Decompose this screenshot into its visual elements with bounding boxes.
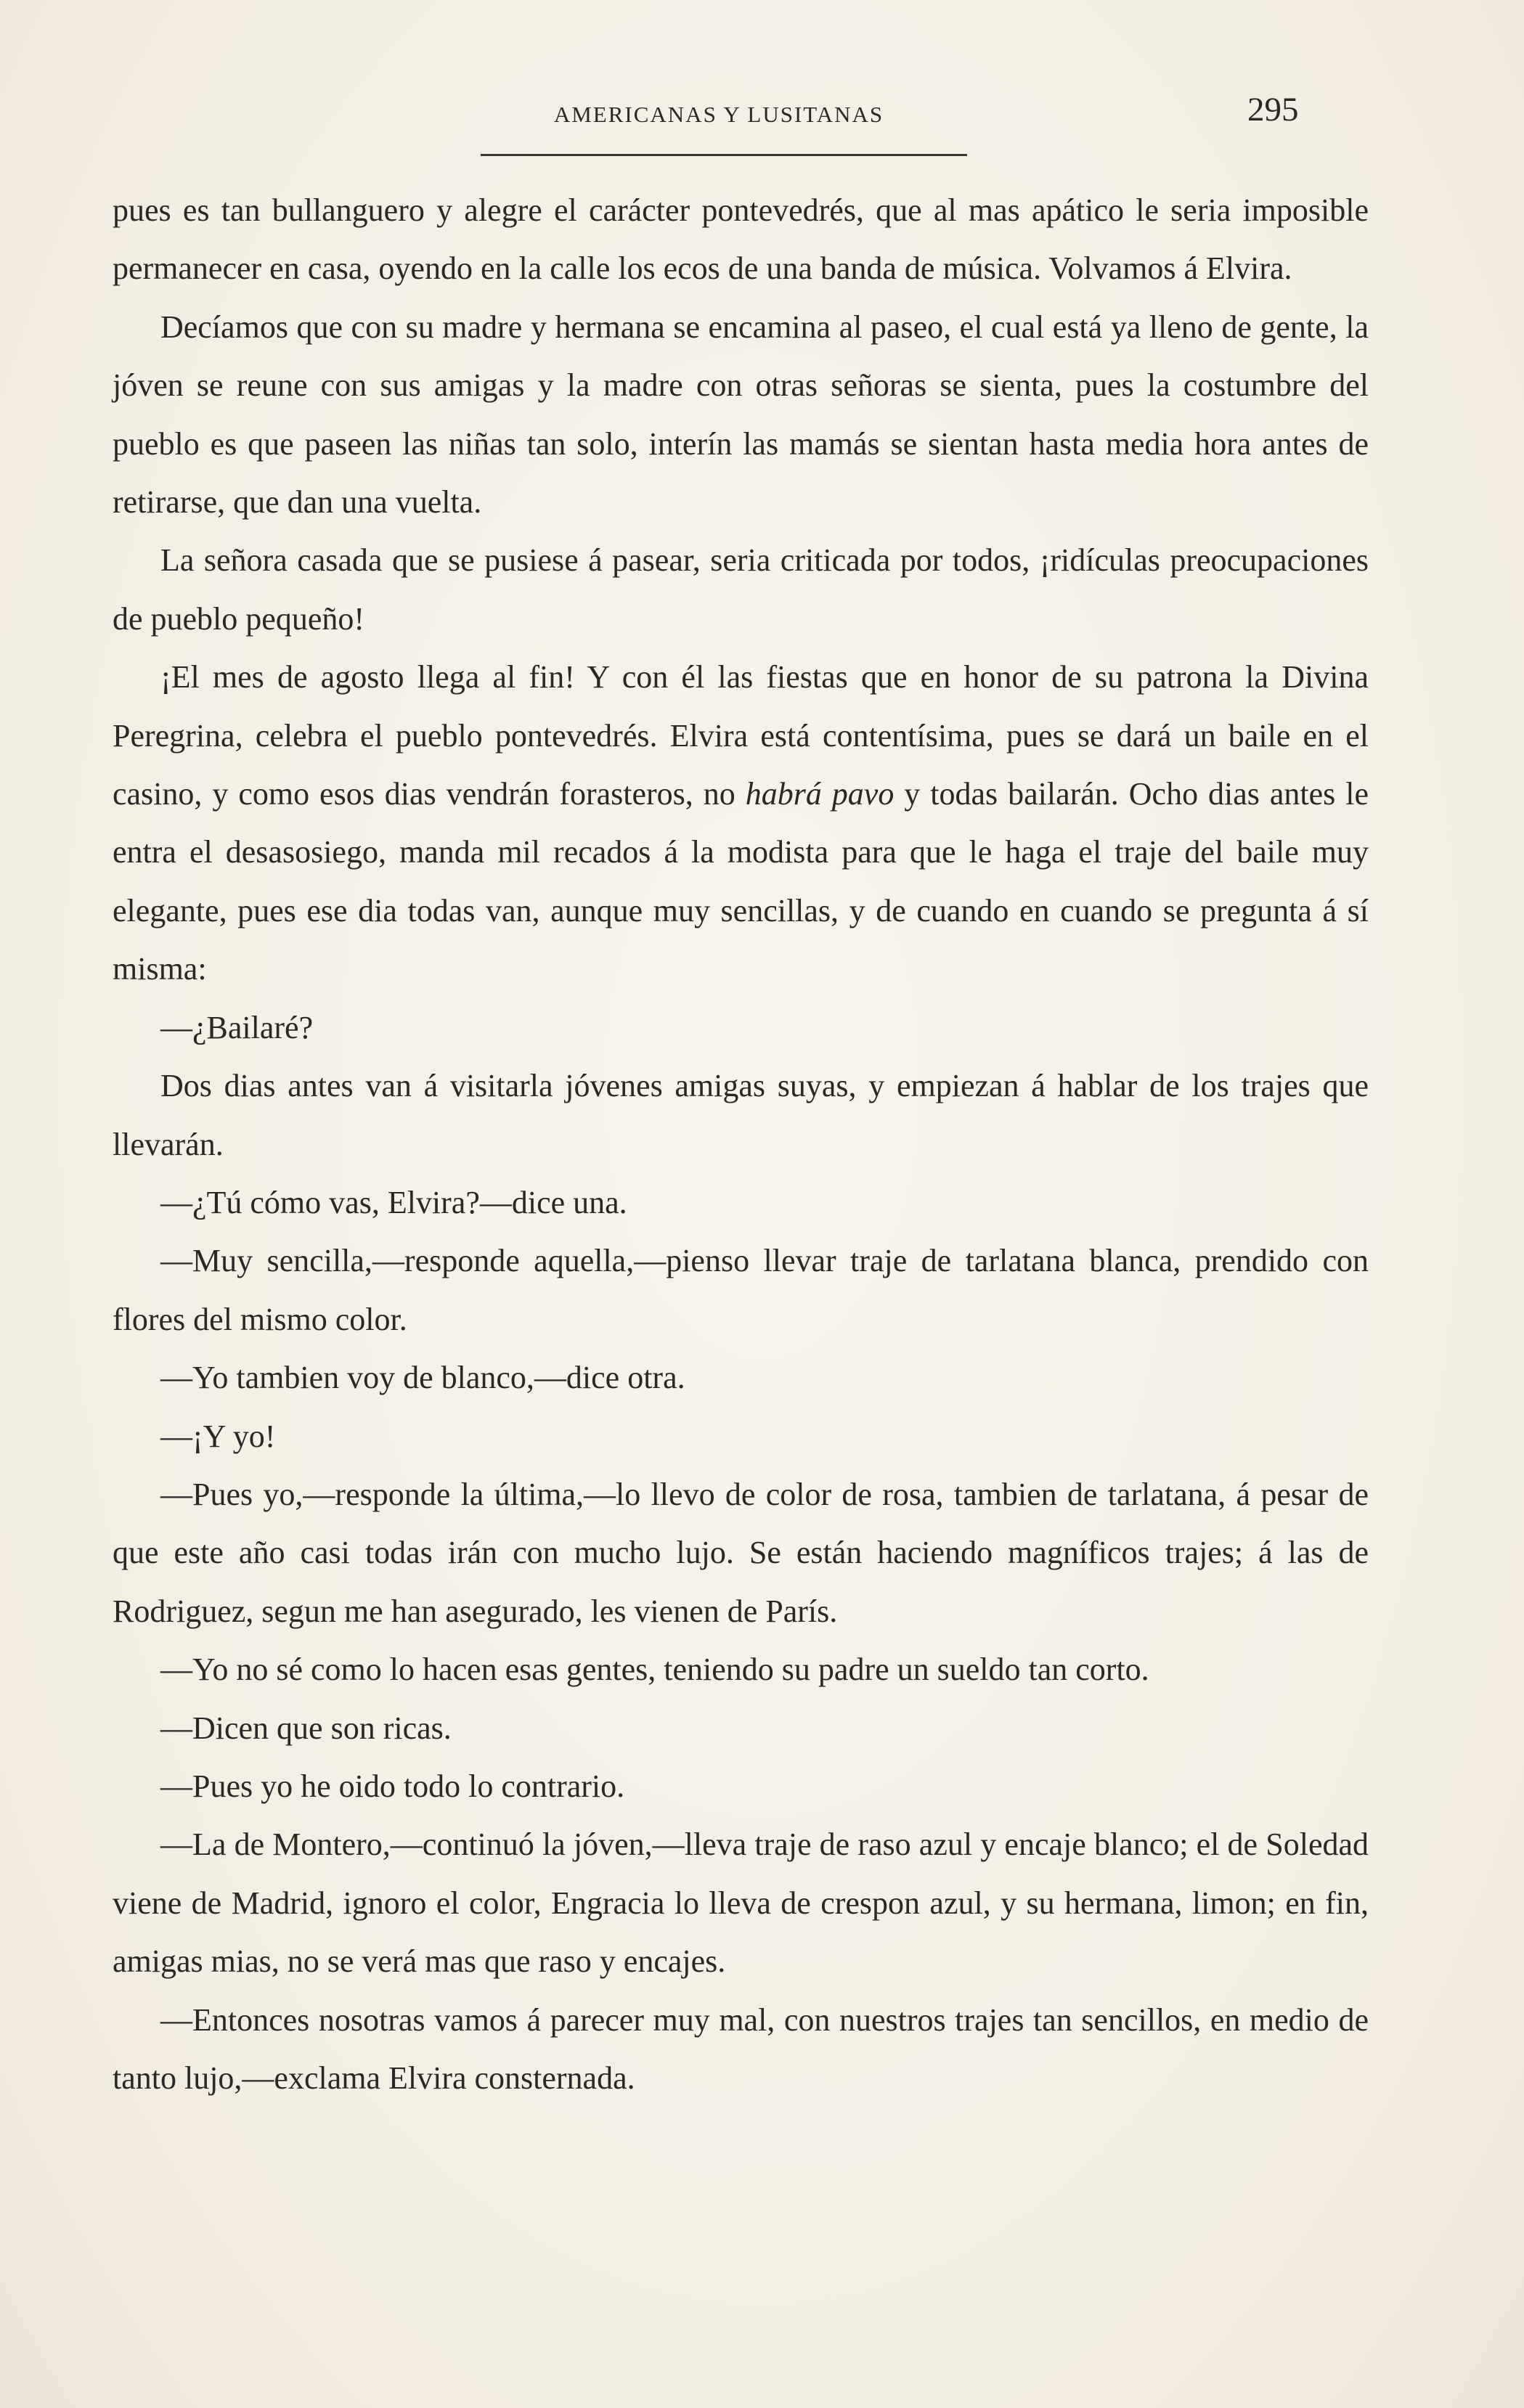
header-rule	[481, 154, 967, 156]
paragraph: pues es tan bullanguero y alegre el carácter pontevedrés, que al mas apático le seria imposible permanecer en casa, oyendo en la calle los ecos de una banda de música. Volvamos á Elvira.	[113, 192, 1369, 287]
dialogue-line: —Dicen que son ricas.	[160, 1710, 452, 1746]
paragraph: Decíamos que con su madre y hermana se encamina al paseo, el cual está ya lleno de gente, la jóven se reune con sus amigas y la madre con otras señoras se sienta, pues la costumbre del pueblo es que paseen las niñas tan solo, interín las mamás se sientan hasta media hora antes de retirarse, que dan una vuelta.	[113, 309, 1369, 521]
dialogue-line: —¿Bailaré?	[160, 1009, 314, 1045]
paragraph	[113, 648, 1369, 998]
page-number: 295	[1247, 91, 1299, 128]
body-text	[113, 181, 1369, 2107]
paragraph: Dos dias antes van á visitarla jóvenes amigas suyas, y empiezan á hablar de los trajes que llevarán.	[113, 1068, 1369, 1162]
dialogue-line: —Yo tambien voy de blanco,—dice otra.	[160, 1360, 685, 1396]
paragraph: La señora casada que se pusiese á pasear, seria criticada por todos, ¡ridículas preocupaciones de pueblo pequeño!	[113, 542, 1369, 637]
paragraph-text: y todas bailarán. Ocho dias antes le entra el desasosiego, manda mil recados á la modista para que le haga el traje del baile muy elegante, pues ese dia todas van, aunque muy sencillas, y de cuando en cuando se pregunta á sí misma:	[113, 776, 1369, 987]
dialogue-line: —¡Y yo!	[160, 1418, 276, 1454]
italic-phrase: habrá pavo	[745, 776, 895, 812]
dialogue-line: —Pues yo,—responde la última,—lo llevo de color de rosa, tambien de tarlatana, á pesar de que este año casi todas irán con mucho lujo. Se están haciendo magníficos trajes; á las de Rodriguez, segun me han asegurado, les vienen de París.	[113, 1476, 1369, 1629]
dialogue-line: —Pues yo he oido todo lo contrario.	[160, 1768, 625, 1804]
paragraph-text: ¡El mes de agosto llega al fin! Y con él las fiestas que en honor de su patrona la Divina Peregrina, celebra el pueblo pontevedrés. Elvira está contentísima, pues se dará un baile en el casino, y como esos dias vendrán forasteros, no	[113, 659, 1369, 812]
dialogue-line: —Muy sencilla,—responde aquella,—pienso llevar traje de tarlatana blanca, prendido con flores del mismo color.	[113, 1243, 1369, 1337]
dialogue-line: —Yo no sé como lo hacen esas gentes, teniendo su padre un sueldo tan corto.	[160, 1652, 1149, 1688]
dialogue-line: —La de Montero,—continuó la jóven,—lleva traje de raso azul y encaje blanco; el de Soledad viene de Madrid, ignoro el color, Engracia lo lleva de crespon azul, y su hermana, limon; en fin, amigas mias, no se verá mas que raso y encajes.	[113, 1827, 1369, 1980]
dialogue-line: —Entonces nosotras vamos á parecer muy mal, con nuestros trajes tan sencillos, en medio de tanto lujo,—exclama Elvira consternada.	[113, 2001, 1369, 2096]
dialogue-line: —¿Tú cómo vas, Elvira?—dice una.	[160, 1184, 627, 1220]
running-title: AMERICANAS Y LUSITANAS	[553, 102, 884, 127]
